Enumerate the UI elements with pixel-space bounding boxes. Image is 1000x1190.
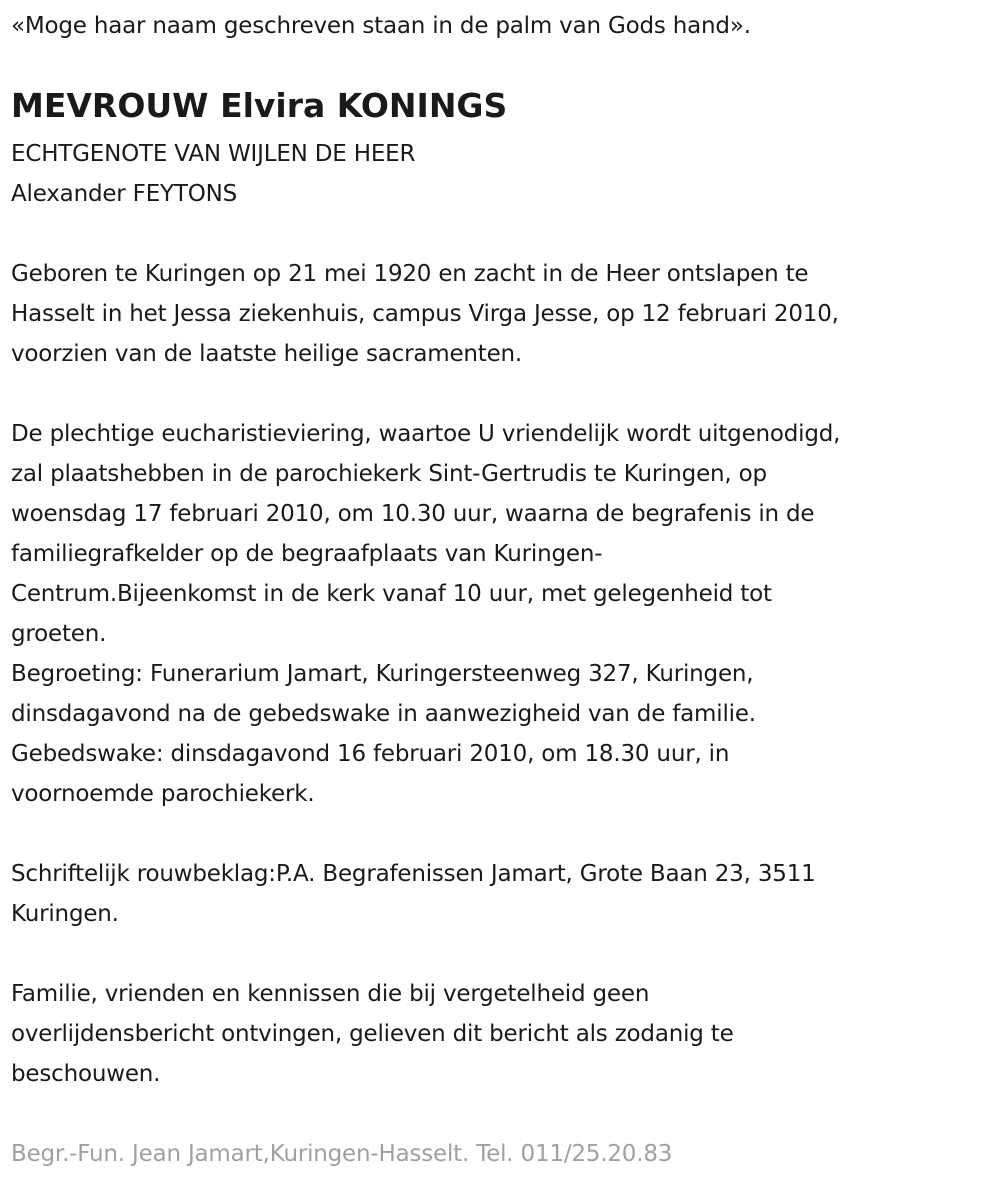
text-line: Schriftelijk rouwbeklag:P.A. Begrafenissen Jamart, Grote Baan 23, 3511 xyxy=(11,861,816,887)
text-line: Geboren te Kuringen op 21 mei 1920 en zacht in de Heer ontslapen te xyxy=(11,261,809,287)
text-line: De plechtige eucharistieviering, waartoe U vriendelijk wordt uitgenodigd, xyxy=(11,421,841,447)
ceremony-paragraph xyxy=(11,414,840,814)
text-line: Gebedswake: dinsdagavond 16 februari 2010, om 18.30 uur, in xyxy=(11,741,730,767)
subtitle-line: ECHTGENOTE VAN WIJLEN DE HEER xyxy=(11,141,416,167)
subtitle-line: Alexander FEYTONS xyxy=(11,181,238,207)
funeral-home-footer: Begr.-Fun. Jean Jamart,Kuringen-Hasselt. Tel. 011/25.20.83 xyxy=(11,1141,673,1167)
text-line: overlijdensbericht ontvingen, gelieven dit bericht als zodanig te xyxy=(11,1021,734,1047)
birth-paragraph xyxy=(11,254,839,374)
text-line: woensdag 17 februari 2010, om 10.30 uur, waarna de begrafenis in de xyxy=(11,501,815,527)
text-line: voorzien van de laatste heilige sacramenten. xyxy=(11,341,523,367)
quote: «Moge haar naam geschreven staan in de palm van Gods hand». xyxy=(11,13,751,39)
deceased-name: MEVROUW Elvira KONINGS xyxy=(11,86,508,125)
text-line: groeten. xyxy=(11,621,107,647)
text-line: zal plaatshebben in de parochiekerk Sint-Gertrudis te Kuringen, op xyxy=(11,461,767,487)
condolences-paragraph xyxy=(11,854,816,934)
notice-paragraph xyxy=(11,974,734,1094)
text-line: dinsdagavond na de gebedswake in aanwezigheid van de familie. xyxy=(11,701,756,727)
text-line: Hasselt in het Jessa ziekenhuis, campus Virga Jesse, op 12 februari 2010, xyxy=(11,301,839,327)
text-line: Begroeting: Funerarium Jamart, Kuringersteenweg 327, Kuringen, xyxy=(11,661,754,687)
text-line: Kuringen. xyxy=(11,901,119,927)
text-line: Centrum.Bijeenkomst in de kerk vanaf 10 uur, met gelegenheid tot xyxy=(11,581,772,607)
text-line: familiegrafkelder op de begraafplaats van Kuringen- xyxy=(11,541,603,567)
text-line: Familie, vrienden en kennissen die bij vergetelheid geen xyxy=(11,981,650,1007)
text-line: voornoemde parochiekerk. xyxy=(11,781,315,807)
text-line: beschouwen. xyxy=(11,1061,161,1087)
subtitle xyxy=(11,134,415,214)
